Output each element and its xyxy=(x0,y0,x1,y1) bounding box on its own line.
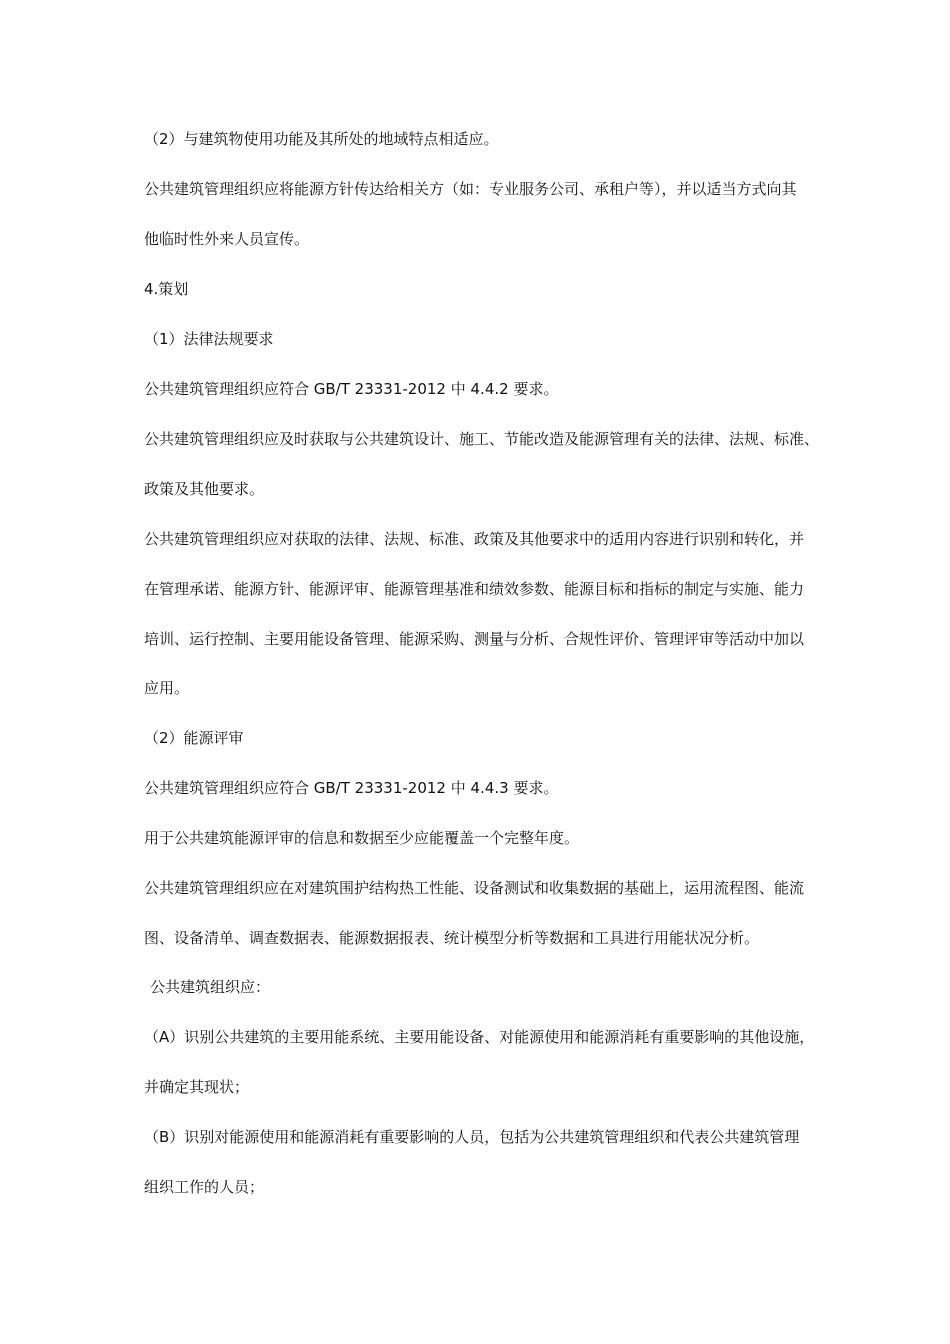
paragraph-line: 公共建筑组织应： xyxy=(150,978,271,996)
paragraph-line: 公共建筑管理组织应在对建筑围护结构热工性能、设备测试和收集数据的基础上，运用流程图、能流 xyxy=(144,879,805,897)
paragraph-line: 图、设备清单、调查数据表、能源数据报表、统计模型分析等数据和工具进行用能状况分析。 xyxy=(144,929,760,947)
paragraph-line: 公共建筑管理组织应将能源方针传达给相关方（如：专业服务公司、承租户等），并以适当方式向其 xyxy=(144,180,797,198)
section-heading: 4.策划 xyxy=(144,280,189,298)
list-item: （B）识别对能源使用和能源消耗有重要影响的人员，包括为公共建筑管理组织和代表公共建筑管理 xyxy=(144,1128,800,1146)
paragraph-line: 培训、运行控制、主要用能设备管理、能源采购、测量与分析、合规性评价、管理评审等活动中加以 xyxy=(144,630,805,648)
paragraph-line: 公共建筑管理组织应及时获取与公共建筑设计、施工、节能改造及能源管理有关的法律、法规、标准、 xyxy=(144,430,820,448)
list-item-continuation: 组织工作的人员； xyxy=(144,1178,265,1196)
paragraph-line: 政策及其他要求。 xyxy=(144,480,265,498)
paragraph-line: 公共建筑管理组织应符合 GB/T 23331-2012 中 4.4.2 要求。 xyxy=(144,380,559,398)
paragraph-line: 公共建筑管理组织应符合 GB/T 23331-2012 中 4.4.3 要求。 xyxy=(144,779,559,797)
paragraph-line: 在管理承诺、能源方针、能源评审、能源管理基准和绩效参数、能源目标和指标的制定与实施、能力 xyxy=(144,580,805,598)
paragraph-line: 用于公共建筑能源评审的信息和数据至少应能覆盖一个完整年度。 xyxy=(144,829,580,847)
subsection-heading: （1）法律法规要求 xyxy=(144,330,274,348)
list-item: （A）识别公共建筑的主要用能系统、主要用能设备、对能源使用和能源消耗有重要影响的其他设施， xyxy=(144,1028,815,1046)
list-item-continuation: 并确定其现状； xyxy=(144,1078,250,1096)
paragraph-line: 应用。 xyxy=(144,679,190,697)
paragraph-line: 他临时性外来人员宣传。 xyxy=(144,230,310,248)
paragraph-line: （2）与建筑物使用功能及其所处的地域特点相适应。 xyxy=(144,130,499,148)
subsection-heading: （2）能源评审 xyxy=(144,729,244,747)
paragraph-line: 公共建筑管理组织应对获取的法律、法规、标准、政策及其他要求中的适用内容进行识别和转化，并 xyxy=(144,530,805,548)
